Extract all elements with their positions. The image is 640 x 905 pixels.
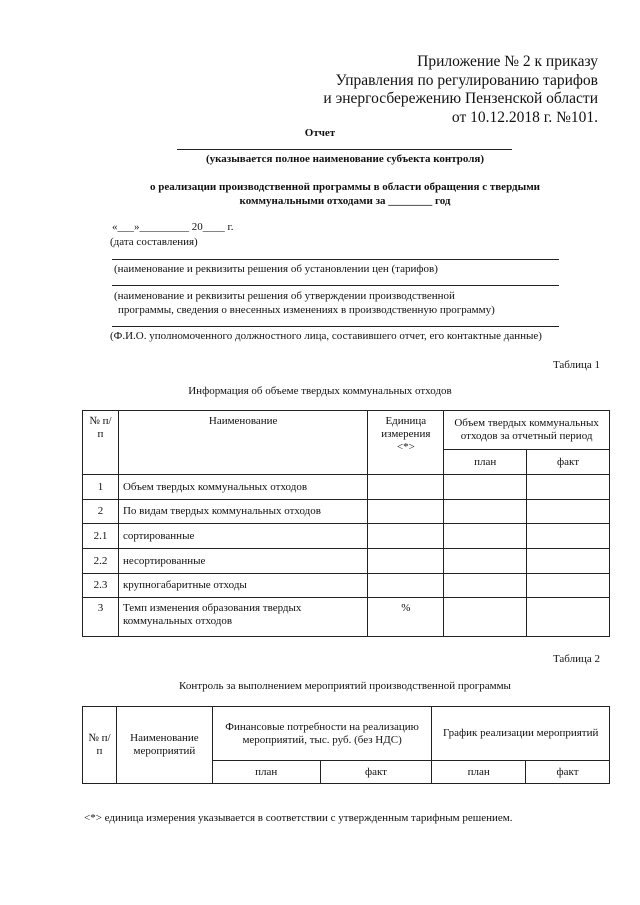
row-name: крупногабаритные отходы	[118, 574, 367, 598]
row-num: 2.3	[83, 574, 119, 598]
row-name: По видам твердых коммунальных отходов	[118, 500, 367, 524]
col-header-finance-fact: факт	[320, 761, 432, 784]
row-plan	[444, 574, 527, 598]
row-unit: %	[368, 598, 444, 637]
table2-label: Таблица 2	[552, 653, 600, 665]
table-row	[83, 475, 610, 500]
subject-name-line	[177, 149, 512, 150]
row-num: 2.1	[83, 524, 119, 549]
row-plan	[444, 549, 527, 574]
report-title: Отчет	[304, 127, 336, 139]
row-unit	[368, 574, 444, 598]
price-decision-caption: (наименование и реквизиты решения об установлении цен (тарифов)	[114, 263, 438, 275]
row-fact	[527, 475, 610, 500]
report-subtitle-line1: о реализации производственной программы в области обращения с твердыми	[149, 181, 541, 193]
col-header-name: Наименование	[118, 411, 367, 475]
program-decision-caption-2: программы, сведения о внесенных изменениях в производственную программу)	[118, 304, 495, 316]
price-decision-line	[112, 259, 559, 260]
col-header-schedule-plan: план	[432, 761, 526, 784]
official-caption: (Ф.И.О. уполномоченного должностного лица, составившего отчет, его контактные данные)	[110, 330, 542, 342]
row-fact	[527, 524, 610, 549]
row-fact	[527, 574, 610, 598]
table1-label: Таблица 1	[552, 359, 600, 371]
row-num: 1	[83, 475, 119, 500]
table1-caption: Информация об объеме твердых коммунальных отходов	[188, 385, 452, 397]
date-line: «___»_________ 20____ г.	[112, 221, 234, 233]
official-line	[112, 326, 559, 327]
col-header-finance-plan: план	[212, 761, 320, 784]
date-caption: (дата составления)	[110, 236, 198, 248]
subject-hint: (указывается полное наименование субъекта контроля)	[205, 153, 485, 165]
row-name: сортированные	[118, 524, 367, 549]
row-num: 2	[83, 500, 119, 524]
row-plan	[444, 500, 527, 524]
row-name: несортированные	[118, 549, 367, 574]
program-decision-line	[112, 285, 559, 286]
report-subtitle-line2: коммунальными отходами за ________ год	[239, 195, 451, 207]
row-fact	[527, 549, 610, 574]
appendix-header-line1: Приложение № 2 к приказу	[417, 53, 598, 70]
col-header-schedule: График реализации мероприятий	[432, 707, 610, 761]
appendix-header-line3: и энергосбережению Пензенской области	[323, 90, 598, 107]
row-name: Объем твердых коммунальных отходов	[118, 475, 367, 500]
row-unit	[368, 549, 444, 574]
row-unit	[368, 524, 444, 549]
col-header-num: № п/п	[83, 411, 119, 475]
col-header-unit: Единица измерения <*>	[368, 411, 444, 475]
table-row	[83, 574, 610, 598]
col-header-plan: план	[444, 450, 527, 475]
row-unit	[368, 500, 444, 524]
table-row	[83, 549, 610, 574]
table-row	[83, 598, 610, 637]
col-header-num: № п/п	[83, 707, 117, 784]
table2-caption: Контроль за выполнением мероприятий производственной программы	[179, 680, 511, 692]
col-header-schedule-fact: факт	[526, 761, 610, 784]
row-plan	[444, 524, 527, 549]
row-num: 3	[83, 598, 119, 637]
col-header-volume: Объем твердых коммунальных отходов за отчетный период	[444, 411, 610, 450]
program-control-table	[82, 706, 610, 784]
appendix-header-line2: Управления по регулированию тарифов	[335, 71, 598, 89]
col-header-name: Наименование мероприятий	[116, 707, 212, 784]
row-plan	[444, 598, 527, 637]
table-row	[83, 500, 610, 524]
waste-volume-table	[82, 410, 610, 637]
row-fact	[527, 598, 610, 637]
appendix-header-line4: от 10.12.2018 г. №101.	[451, 108, 598, 126]
row-unit	[368, 475, 444, 500]
col-header-fact: факт	[527, 450, 610, 475]
row-plan	[444, 475, 527, 500]
row-num: 2.2	[83, 549, 119, 574]
table-row	[83, 524, 610, 549]
col-header-finance: Финансовые потребности на реализацию мероприятий, тыс. руб. (без НДС)	[212, 707, 431, 761]
row-name: Темп изменения образования твердых коммунальных отходов	[118, 598, 367, 637]
row-fact	[527, 500, 610, 524]
footnote: <*> единица измерения указывается в соответствии с утвержденным тарифным решением.	[84, 812, 513, 824]
program-decision-caption-1: (наименование и реквизиты решения об утверждении производственной	[114, 290, 455, 302]
